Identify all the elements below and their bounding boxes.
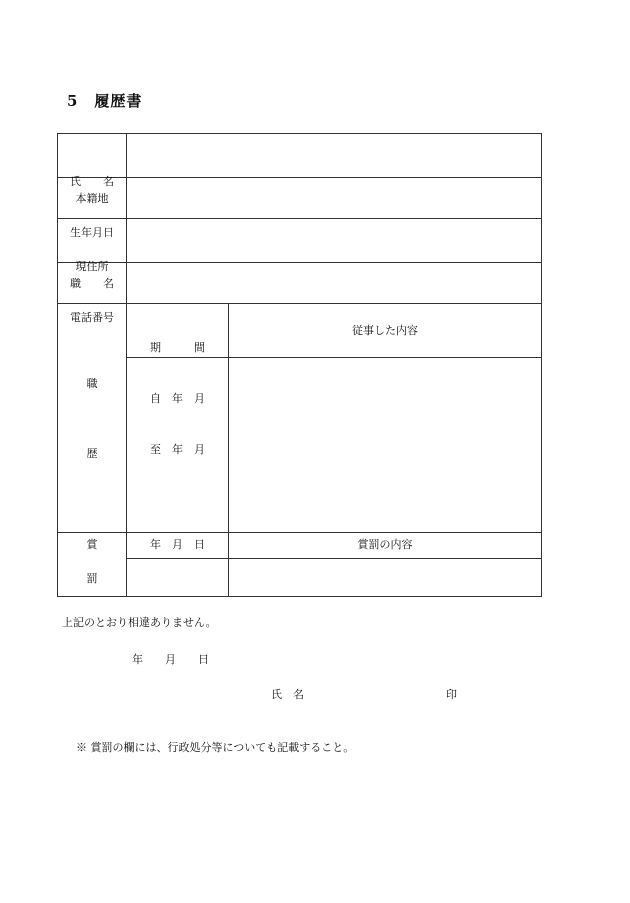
name-birth-field[interactable] <box>127 135 541 177</box>
rewards-content-header: 賞罰の内容 <box>357 538 413 551</box>
career-label-bottom: 歴 <box>86 447 98 460</box>
page-title: 5 履歴書 <box>67 92 143 110</box>
date-line: 年 月 日 <box>132 653 209 666</box>
rewards-label-top: 賞 <box>86 538 98 551</box>
row-divider <box>58 303 541 304</box>
career-content-field[interactable] <box>229 358 541 532</box>
career-label-top: 職 <box>86 377 98 390</box>
domicile-label: 本籍地 <box>75 192 109 205</box>
position-label: 職 名 <box>70 277 114 290</box>
address-phone-label <box>58 224 126 360</box>
from-header: 自 年 月 <box>150 392 205 405</box>
address-phone-field[interactable] <box>127 219 541 262</box>
footnote: ※ 賞罰の欄には、行政処分等についても記載すること。 <box>76 741 355 754</box>
career-content-header: 従事した内容 <box>352 324 418 337</box>
domicile-field[interactable] <box>127 178 541 218</box>
rewards-label-bottom: 罰 <box>86 572 98 585</box>
row-divider <box>58 532 541 533</box>
rewards-date-field[interactable] <box>127 559 228 596</box>
signature-name-label: 氏 名 <box>271 688 304 701</box>
name-label: 氏 名 <box>70 175 114 188</box>
resume-form <box>57 133 542 597</box>
seal-mark: 印 <box>446 688 457 701</box>
period-header: 期 間 <box>150 341 205 354</box>
position-field[interactable] <box>127 263 541 303</box>
declaration-text: 上記のとおり相違ありません。 <box>62 616 217 629</box>
career-period-field[interactable] <box>127 358 228 532</box>
rewards-content-field[interactable] <box>229 559 541 596</box>
to-header: 至 年 月 <box>150 443 205 456</box>
birth-date-label: 生年月日 <box>70 226 114 239</box>
phone-label: 電話番号 <box>70 311 114 324</box>
address-label: 現住所 <box>75 260 109 273</box>
rewards-date-header: 年 月 日 <box>150 538 205 551</box>
